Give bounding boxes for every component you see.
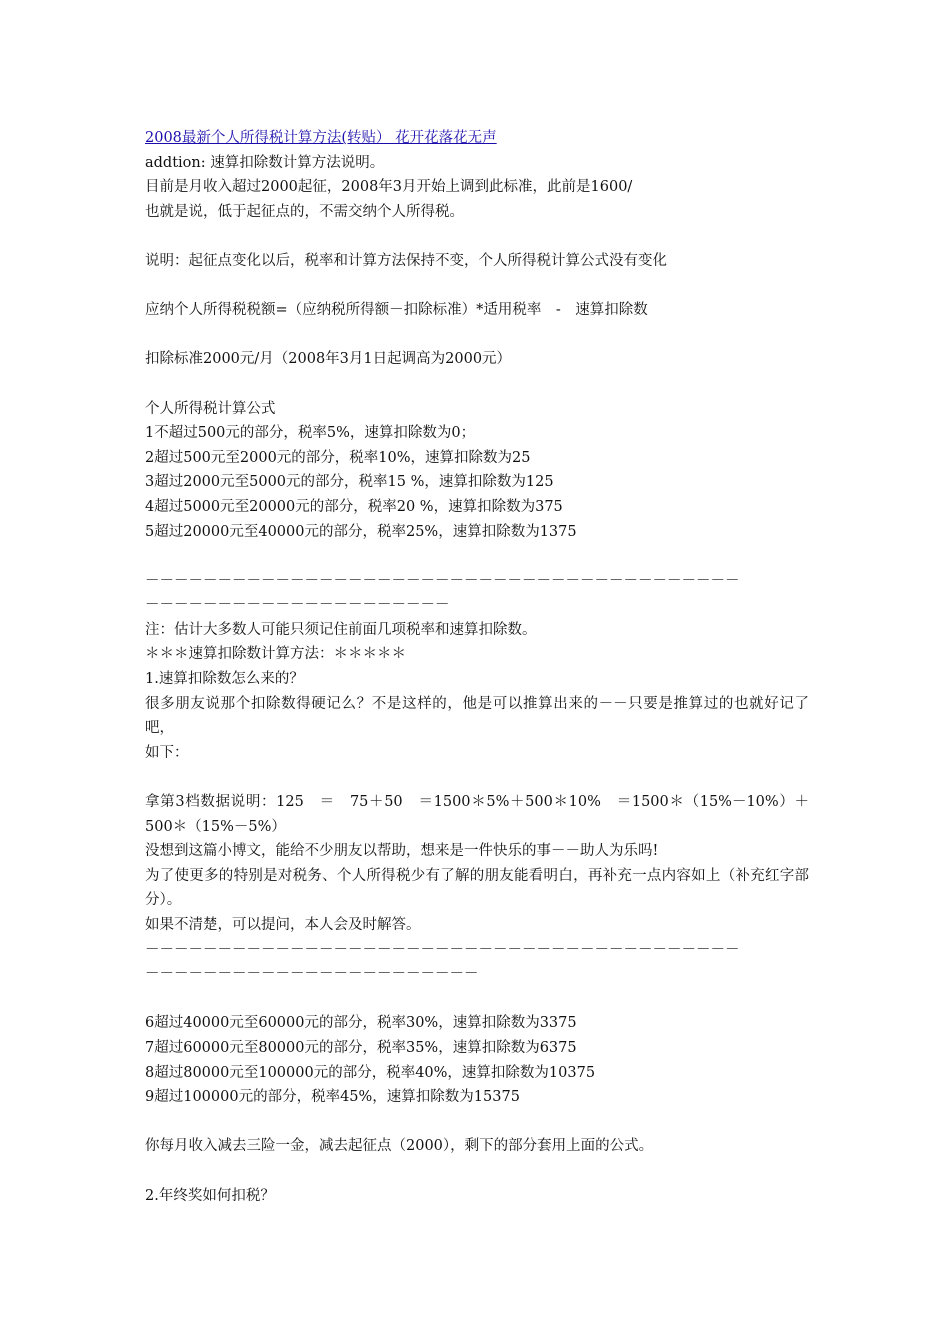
- tax-bracket-line: 9超过100000元的部分，税率45%，速算扣除数为15375: [145, 1089, 520, 1106]
- ask-paragraph: 如果不清楚，可以提问，本人会及时解答。: [145, 917, 421, 933]
- as-follows-line: 如下：: [145, 744, 189, 761]
- intro-line: 也就是说，低于起征点的，不需交纳个人所得税。: [145, 203, 464, 220]
- document-page: [145, 126, 809, 1208]
- blank-line: [145, 544, 809, 569]
- article-title-link[interactable]: 2008最新个人所得税计算方法(转贴） 花开花落花无声: [145, 130, 497, 146]
- note-change-paragraph: 说明：起征点变化以后，税率和计算方法保持不变，个人所得税计算公式没有变化: [145, 252, 667, 269]
- question-2: 2.年终奖如何扣税？: [145, 1187, 275, 1204]
- deduction-standard-paragraph: 扣除标准2000元/月（2008年3月1日起调高为2000元）: [145, 351, 512, 368]
- tax-bracket-line: 4超过5000元至20000元的部分，税率20 %，速算扣除数为375: [145, 498, 563, 515]
- note-estimate-paragraph: 注：估计大多数人可能只须记住前面几项税率和速算扣除数。: [145, 621, 537, 638]
- tax-bracket-line: 1不超过500元的部分，税率5%，速算扣除数为0；: [145, 425, 476, 442]
- dash-separator: －－－－－－－－－－－－－－－－－－－－－－－－－－－－－－－－－－－－－－－－－: [145, 572, 740, 589]
- tax-bracket-line: 8超过80000元至100000元的部分，税率40%，速算扣除数为10375: [145, 1064, 596, 1081]
- example-paragraph: 拿第3档数据说明：125 ＝ 75＋50 ＝1500＊5%＋500＊10% ＝1500＊（15%－10%）＋500＊（15%－5%）: [145, 794, 809, 835]
- supplement-paragraph: 为了使更多的特别是对税务、个人所得税少有了解的朋友能看明白，再补充一点内容如上（补充红字部分）。: [145, 867, 809, 909]
- blank-line: [145, 372, 809, 397]
- dash-separator: －－－－－－－－－－－－－－－－－－－－－－－: [145, 966, 479, 983]
- tax-bracket-line: 3超过2000元至5000元的部分，税率15 %，速算扣除数为125: [145, 474, 554, 491]
- tax-bracket-line: 7超过60000元至80000元的部分，税率35%，速算扣除数为6375: [145, 1039, 577, 1056]
- tax-bracket-line: 6超过40000元至60000元的部分，税率30%，速算扣除数为3375: [145, 1015, 577, 1032]
- tax-bracket-line: 2超过500元至2000元的部分，税率10%，速算扣除数为25: [145, 449, 531, 466]
- formula-heading: 个人所得税计算公式: [145, 400, 276, 417]
- title-line: [145, 126, 809, 151]
- blank-line: [145, 323, 809, 348]
- intro-line: addtion: 速算扣除数计算方法说明。: [145, 154, 385, 171]
- blog-note-paragraph: 没想到这篇小博文，能给不少朋友以帮助，想来是一件快乐的事－－助人为乐吗!: [145, 843, 659, 860]
- blank-line: [145, 224, 809, 249]
- monthly-note-paragraph: 你每月收入减去三险一金，减去起征点（2000），剩下的部分套用上面的公式。: [145, 1138, 654, 1155]
- intro-line: 目前是月收入超过2000起征，2008年3月开始上调到此标准，此前是1600/: [145, 179, 633, 196]
- blank-line: [145, 1159, 809, 1184]
- blank-line: [145, 1110, 809, 1135]
- blank-line: [145, 987, 809, 1012]
- formula-paragraph: 应纳个人所得税税额=（应纳税所得额－扣除标准）*适用税率 - 速算扣除数: [145, 302, 648, 319]
- blank-line: [145, 274, 809, 299]
- dash-separator: －－－－－－－－－－－－－－－－－－－－－: [145, 597, 450, 614]
- tax-bracket-line: 5超过20000元至40000元的部分，税率25%，速算扣除数为1375: [145, 523, 577, 540]
- blank-line: [145, 765, 809, 790]
- question-1-answer: 很多朋友说那个扣除数得硬记么？不是这样的，他是可以推算出来的－－只要是推算过的也就好记了吧，: [145, 695, 809, 737]
- stars-heading: ＊＊＊速算扣除数计算方法：＊＊＊＊＊: [145, 646, 406, 663]
- dash-separator: －－－－－－－－－－－－－－－－－－－－－－－－－－－－－－－－－－－－－－－－－: [145, 941, 740, 958]
- question-1: 1.速算扣除数怎么来的？: [145, 671, 304, 688]
